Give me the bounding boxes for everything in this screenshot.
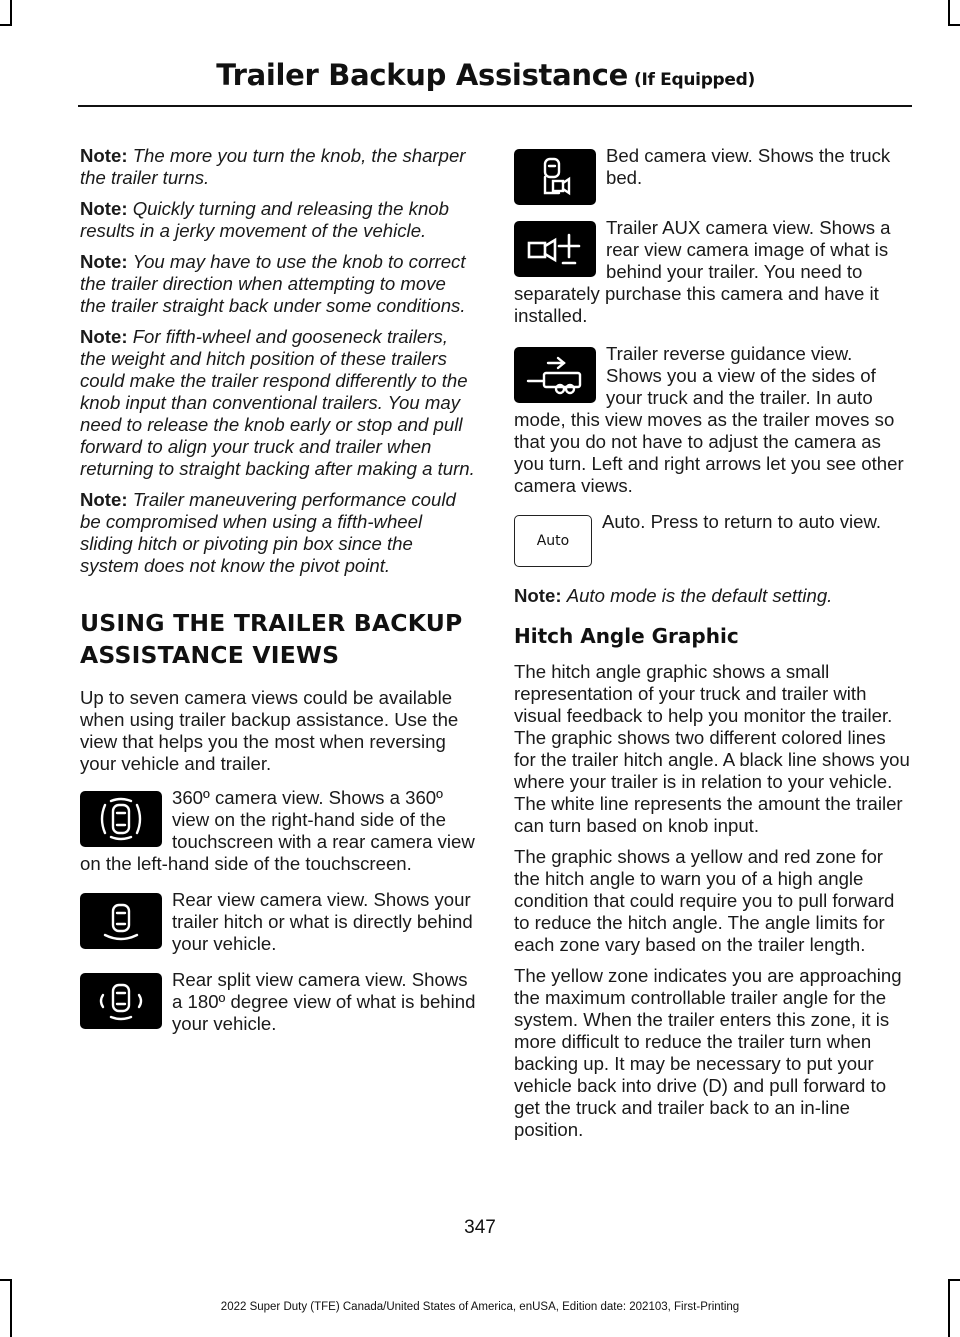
view-description: Trailer reverse guidance view. Shows you a view of the sides of your truck and the trailer. In auto mode, this view moves as the trailer moves so that you do not have to adjust the camera as you turn. Left and right arrows let you see other camera views.: [514, 343, 904, 496]
note-label: Note:: [80, 326, 128, 347]
note-label: Note:: [80, 251, 128, 272]
trailer-reverse-guidance-icon: [514, 347, 596, 403]
page-header-title: [216, 58, 755, 92]
view-item-reverse-guidance: [514, 343, 910, 497]
note-paragraph: [80, 145, 476, 189]
body-paragraph: The yellow zone indicates you are approaching the maximum controllable trailer angle for the system. When the trailer enters this zone, it is more difficult to reduce the trailer turn when backing up. It may be necessary to put your vehicle back into drive (D) and pull forward to get the truck and trailer back to an in-line position.: [514, 965, 902, 1140]
note-label: Note:: [514, 585, 562, 606]
note-paragraph: [80, 489, 476, 577]
note-paragraph: [80, 251, 476, 317]
view-description: 360º camera view. Shows a 360º view on the right-hand side of the touchscreen with a rear camera view on the left-hand side of the touchscreen.: [80, 787, 475, 874]
crop-mark: [0, 1279, 12, 1281]
rear-split-view-icon: [80, 973, 162, 1029]
note-label: Note:: [80, 198, 128, 219]
bed-camera-view-icon: [514, 149, 596, 205]
crop-mark: [0, 24, 12, 26]
intro-paragraph: Up to seven camera views could be available when using trailer backup assistance. Use the view that helps you the most when reversing your vehicle and trailer.: [80, 687, 459, 774]
header-title: Trailer Backup Assistance: [216, 58, 628, 92]
note-text: You may have to use the knob to correct the trailer direction when attempting to move the trailer straight back under some conditions.: [80, 251, 466, 316]
view-item-rear: [80, 889, 476, 955]
crop-mark: [948, 24, 960, 26]
note-label: Note:: [80, 145, 128, 166]
note-label: Note:: [80, 489, 128, 510]
view-item-bed: [514, 145, 910, 211]
rear-camera-view-icon: [80, 893, 162, 949]
left-column: [80, 145, 476, 1035]
body-paragraph: The hitch angle graphic shows a small representation of your truck and trailer with visual feedback to help you monitor the trailer. The graphic shows two different colored lines for the trailer hitch angle. A black line shows you where your trailer is in relation to your vehicle. The white line represents the amount the trailer can turn based on knob input.: [514, 661, 910, 836]
body-paragraph: The graphic shows a yellow and red zone for the hitch angle to warn you of a high angle condition that could require you to pull forward to reduce the hitch angle. The angle limits for each zone vary based on the trailer length.: [514, 846, 895, 955]
page-number: 347: [464, 1217, 496, 1238]
view-description: Auto. Press to return to auto view.: [602, 511, 882, 532]
crop-mark: [948, 0, 950, 24]
trailer-aux-camera-icon: [514, 221, 596, 277]
note-text: The more you turn the knob, the sharper the trailer turns.: [80, 145, 466, 188]
view-item-rear-split: [80, 969, 476, 1035]
section-heading: USING THE TRAILER BACKUP ASSISTANCE VIEWS: [80, 609, 463, 669]
note-paragraph: [80, 326, 476, 480]
note-text: For fifth-wheel and gooseneck trailers, the weight and hitch position of these trailers could make the trailer respond differently to the knob input than conventional trailers. You may need to release the knob early or stop and pull forward to align your truck and trailer when returning to straight backing after making a turn.: [80, 326, 475, 479]
view-description: Rear view camera view. Shows your trailer hitch or what is directly behind your vehicle.: [172, 889, 473, 954]
note-text: Auto mode is the default setting.: [566, 585, 833, 606]
right-column: [514, 145, 910, 1150]
note-paragraph: [80, 198, 476, 242]
crop-mark: [948, 1279, 960, 1281]
note-text: Trailer maneuvering performance could be compromised when using a fifth-wheel sliding hitch or pivoting pin box since the system does not know the pivot point.: [80, 489, 456, 576]
view-item-360: [80, 787, 476, 875]
header-subtitle: (If Equipped): [633, 70, 755, 90]
auto-icon-label: Auto: [536, 533, 570, 549]
view-description: Trailer AUX camera view. Shows a rear view camera image of what is behind your trailer. You need to separately purchase this camera and have it installed.: [514, 217, 891, 326]
view-item-auto: [514, 511, 910, 573]
subsection-heading: Hitch Angle Graphic: [514, 624, 739, 648]
view-description: Bed camera view. Shows the truck bed.: [606, 145, 891, 188]
note-text: Quickly turning and releasing the knob results in a jerky movement of the vehicle.: [80, 198, 449, 241]
header-rule: [78, 105, 912, 107]
page-footer: 2022 Super Duty (TFE) Canada/United States of America, enUSA, Edition date: 202103, First-Printing: [220, 1301, 740, 1313]
camera-360-view-icon: [80, 791, 162, 847]
auto-button-icon: [514, 515, 592, 567]
view-item-trailer-aux: [514, 217, 910, 327]
crop-mark: [10, 0, 12, 24]
view-description: Rear split view camera view. Shows a 180º degree view of what is behind your vehicle.: [172, 969, 476, 1034]
note-paragraph: [514, 585, 910, 607]
